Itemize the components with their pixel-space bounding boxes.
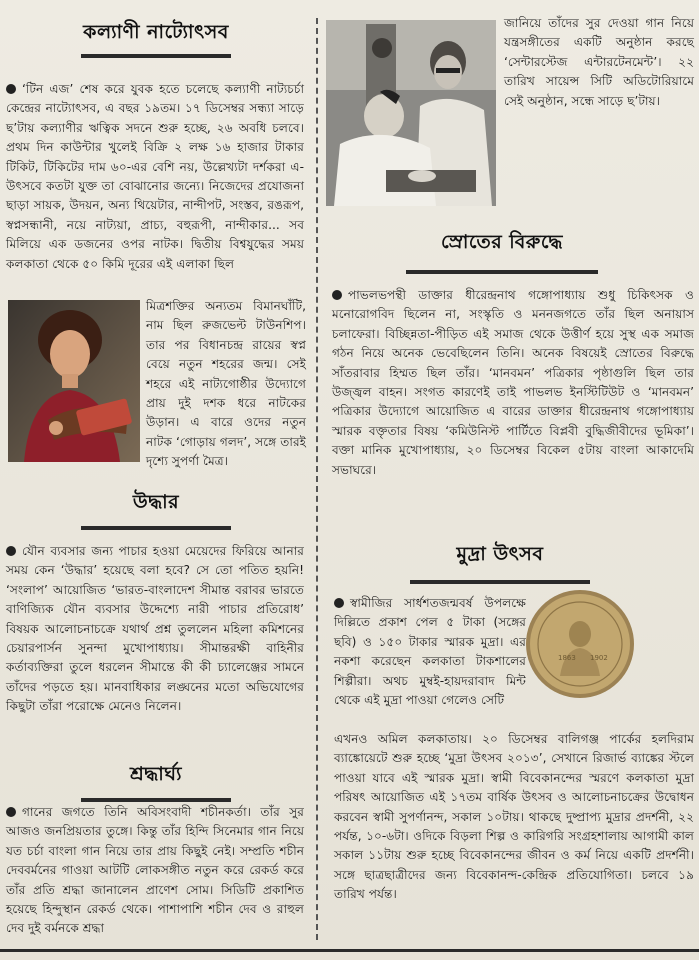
heading-underline xyxy=(81,526,231,530)
right-column xyxy=(322,0,699,960)
shraddharghya-text: গানের জগতে তিনি অবিসংবাদী শচীনকর্তা। তাঁর সুর আজও জনপ্রিয়তার তুঙ্গে। কিন্তু তাঁর হিন্দি সিনেমার গান নিয়ে যত চর্চা বাংলা গান নিয়ে তার প্রায় কিছুই নেই। সম্প্রতি শচীন দেববর্মনের গাওয়া আটটি লোকসঙ্গীত নতুন করে রেকর্ড করে তাঁর প্রতি শ্রদ্ধা জানালেন প্রাণেশ সোম। সিডিটি প্রকাশিত হয়েছে হিন্দুস্থান রেকর্ড থেকে। পাশাপাশি শচীন দেব ও রাহুল দেব দুই বর্মনকে শ্রদ্ধা xyxy=(6,805,304,936)
heading-underline xyxy=(81,798,231,802)
heading-underline xyxy=(410,580,590,584)
kalyani-paragraph xyxy=(6,80,304,274)
sroter-text: পাভলভপন্থী ডাক্তার ধীরেন্দ্রনাথ গঙ্গোপাধ্যায় শুধু চিকিৎসক ও মনোরোগবিদ ছিলেন না, সংস্কৃতি ও মননজগতে তাঁর ছিল অনায়াস চলাফেরা। বিচ্ছিন্নতা-পীড়িত এই সমাজ থেকে উত্তীর্ণ হয়ে সুস্থ এক সমাজ গঠন নিয়ে অনেক ভেবেছিলেন তিনি। অনেক বিষয়েই স্রোতের বিরুদ্ধে সাঁতরাবার হিম্মত ছিল তাঁর। ‘মানবমন’ পত্রিকার পৃষ্ঠাগুলি ছিল তার উজ্জ্বল বাহন। সংগত কারণেই তাই পাভলভ ইনস্টিটিউট ও ‘মানবমন’ পত্রিকার উদ্যোগে আয়োজিত এ বারের ডাক্তার ধীরেন্দ্রনাথ গঙ্গোপাধ্যায় স্মারক বক্তৃতার বিষয় ‘কমিউনিস্ট পার্টিতে বিপ্লবী বুদ্ধিজীবীদের ভূমিকা’। বক্তা মানিক মুখোপাধ্যায়, ২০ ডিসেম্বর বিকেল ৫টায় বাংলা আকাদেমি সভাঘরে। xyxy=(332,288,694,477)
uddhar-heading: উদ্ধার xyxy=(132,491,180,513)
shraddharghya-paragraph xyxy=(6,803,304,939)
shraddharghya-continuation xyxy=(504,14,694,111)
heading-underline xyxy=(81,54,231,58)
column-divider xyxy=(316,18,318,940)
mudra-paragraph xyxy=(334,594,526,710)
kalyani-header xyxy=(0,18,312,58)
heading-underline xyxy=(406,270,598,274)
uddhar-header xyxy=(0,488,312,530)
uddhar-article xyxy=(6,542,304,717)
left-column xyxy=(0,0,312,960)
mudra-heading: মুদ্রা উৎসব xyxy=(456,543,544,565)
coin-year-left: 1863 xyxy=(558,654,576,662)
shraddharghya-heading: শ্রদ্ধার্ঘ্য xyxy=(129,763,182,785)
bullet-icon xyxy=(6,546,16,556)
kalyani-continuation-text: মিত্রশক্তির অন্যতম বিমানঘাঁটি, নাম ছিল রুজভেল্ট টাউনশিপ। তার পর বিধানচন্দ্র রায়ের স্বপ্ন বেয়ে নতুন শহরের জন্ম। সেই শহরে এই নাট্যগোষ্ঠীর উদ্যোগে প্রায় দুই দশক ধরে নাটকের উড়ান। এ বারে ওদের নতুন নাটক ‘গোড়ায় গলদ’, সঙ্গে তারই দৃশ্যে সুপর্ণা মৈত্র। xyxy=(146,299,306,469)
shraddharghya-header xyxy=(0,760,312,802)
kalyani-text: ‘টিন এজ’ শেষ করে যুবক হতে চলেছে কল্যাণী নাট্যচর্চা কেন্দ্রের নাট্যোৎসব, এ বছর ১৯তম। ১৭ ডিসেম্বর সন্ধ্যা সাড়ে ছ’টায় কল্যাণীর ঋত্বিক সদনে শুরু হচ্ছে, ২৬ অবধি চলবে। প্রথম দিন কাউন্টার খুলেই বিক্রি ২ লক্ষ ১৬ হাজার টাকার টিকিট, টিকিটের দাম ৬০-এর বেশি নয়, উল্লেখ্যটা দর্শকরা এ-উৎসবে কতটা যুক্ত তা বোঝানোর জন্যে। নিজেদের প্রযোজনা ছাড়া সায়ক, উদয়ন, অন্য থিয়েটার, নান্দীপট, সংস্তব, রঙরূপ, স্বপ্নসন্ধানী, নয়ে নাট্যয়া, প্রাচ্য, বহুরূপী, নান্দীকার... সব মিলিয়ে এক ডজনের ওপর নাটক। দ্বিতীয় বিশ্বযুদ্ধের সময় কলকাতা থেকে ৫০ কিমি দূরের এই এলাকা ছিল xyxy=(6,82,304,271)
bottom-rule xyxy=(0,949,699,952)
mudra-text-rest: এখনও অমিল কলকাতায়। ২০ ডিসেম্বর বালিগঞ্জ পার্কের হলদিরাম ব্যাঙ্কোয়েটে শুরু হচ্ছে ‘মুদ্রা উৎসব ২০১৩’, সেখানে রিজার্ভ ব্যাঙ্কের স্টলে পাওয়া যাবে এই স্মারক মুদ্রা। স্বামী বিবেকানন্দের স্মরণে কলকাতা মুদ্রা পরিষৎ আয়োজিত এই ১৭তম বার্ষিক উৎসব ও আলোচনাচক্রের উদ্বোধন করবেন স্বামী সুপর্ণানন্দ, সকাল ১০টায়। থাকছে দুষ্প্রাপ্য মুদ্রার প্রদর্শনী, ২২ পর্যন্ত, ১০-৬টা। ওদিকে বিড়লা শিল্প ও কারিগরি সংগ্রহশালায় আগামী কাল সকাল ১১টায় শুরু হচ্ছে বিবেকানন্দের জীবন ও কর্ম নিয়ে একটি প্রদর্শনী। সঙ্গে ছাত্রছাত্রীদের জন্য বিবেকানন্দ-কেন্দ্রিক প্রতিযোগিতা। চলবে ১৯ তারিখ পর্যন্ত। xyxy=(334,732,694,902)
actress-photo xyxy=(8,300,140,462)
bullet-icon xyxy=(332,290,342,300)
kalyani-heading: কল্যাণী নাট্যোৎসব xyxy=(83,21,229,43)
mudra-header xyxy=(410,540,590,584)
bullet-icon xyxy=(6,84,16,94)
musicians-photo xyxy=(326,20,496,206)
kalyani-continuation xyxy=(146,297,306,472)
mudra-article-top xyxy=(334,594,526,710)
kalyani-article xyxy=(6,80,304,274)
uddhar-text: যৌন ব্যবসার জন্য পাচার হওয়া মেয়েদের ফিরিয়ে আনার সময় কেন ‘উদ্ধার’ হয়েছে বলা হবে? সে তো পতিত হয়নি! ‘সংলাপ’ আয়োজিত ‘ভারত-বাংলাদেশ সীমান্ত বরাবর ভারতে বাণিজ্যিক যৌন ব্যবসার উদ্দেশ্যে নারী পাচার প্রতিরোধ’ বিষয়ক আলোচনাচক্রে যথার্থ প্রশ্ন তুললেন মহিলা কমিশনের চেয়ারপার্সন সুনন্দা মুখোপাধ্যায়। সীমান্তরক্ষী বাহিনীর কর্তাব্যক্তিরা তুলে ধরলেন সীমান্তে কী কী চ্যালেঞ্জের সামনে তাঁদের পড়তে হয়। মানবাধিকার লঙ্ঘনের মতো অভিযোগের কিছুটা তাঁরা পরোক্ষে মেনেও নিলেন। xyxy=(6,544,304,714)
sroter-paragraph xyxy=(332,286,694,480)
uddhar-paragraph xyxy=(6,542,304,717)
coin-year-right: 1902 xyxy=(590,654,608,662)
bullet-icon xyxy=(334,598,344,608)
shraddharghya-article xyxy=(6,803,304,939)
coin-photo xyxy=(524,588,636,700)
sroter-article xyxy=(332,286,694,480)
mudra-text-start: স্বামীজির সার্ধশতজন্মবর্ষ উপলক্ষে দিল্লিতে প্রকাশ পেল ৫ টাকা (সঙ্গের ছবি) ও ১৫০ টাকার স্মারক মুদ্রা। এর নকশা করেছেন কলকাতা টাকশালের শিল্পীরা। অথচ মুম্বই-হায়দরাবাদ মিন্ট থেকে এই মুদ্রা পাওয়া গেলেও সেটি xyxy=(334,596,526,708)
sroter-header xyxy=(406,228,598,274)
mudra-article-rest xyxy=(334,730,694,905)
bullet-icon xyxy=(6,807,16,817)
shraddharghya-continuation-text: জানিয়ে তাঁদের সুর দেওয়া গান নিয়ে যন্ত্রসঙ্গীতের একটি অনুষ্ঠান করছে ‘সেন্টারস্টেজ এন্টারটেনমেন্ট’। ২২ তারিখ সায়েন্স সিটি অডিটোরিয়ামে সেই অনুষ্ঠান, সন্ধে সাড়ে ছ’টায়। xyxy=(504,16,694,108)
sroter-heading: স্রোতের বিরুদ্ধে xyxy=(441,231,563,253)
